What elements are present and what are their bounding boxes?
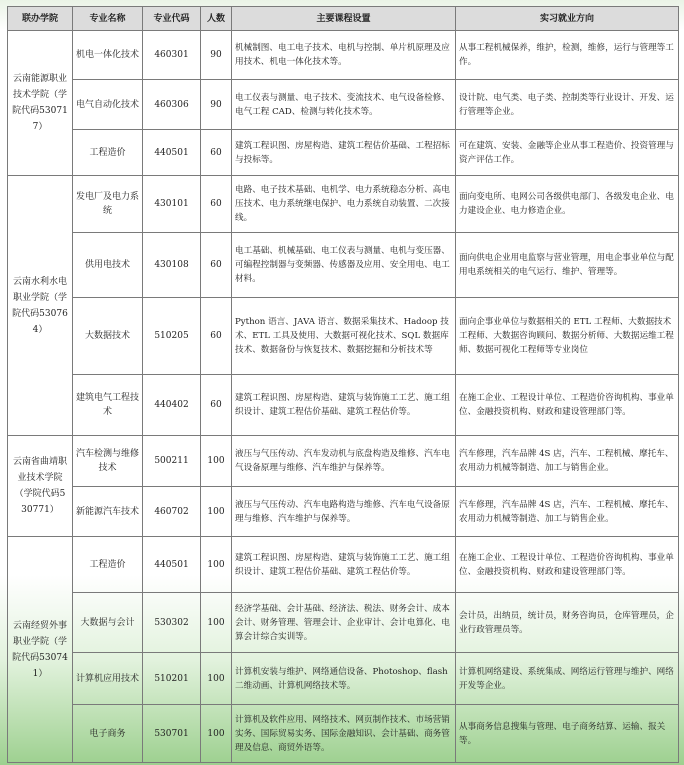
- header-code: 专业代码: [143, 7, 201, 31]
- count-cell: 90: [201, 80, 232, 130]
- jobs-cell: 在施工企业、工程设计单位、工程造价咨询机构、事业单位、金融投资机构、财政和建设管理部门等。: [456, 537, 679, 593]
- count-cell: 100: [201, 436, 232, 487]
- courses-cell: 液压与气压传动、汽车发动机与底盘构造及维修、汽车电气设备原理与维修、汽车维护与保养等。: [232, 436, 456, 487]
- major-cell: 工程造价: [73, 130, 143, 176]
- header-courses: 主要课程设置: [232, 7, 456, 31]
- courses-cell: 建筑工程识图、房屋构造、建筑与装饰施工工艺、施工组织设计、建筑工程估价基础、建筑工程估价等。: [232, 537, 456, 593]
- table-row: [8, 80, 679, 130]
- table-row: [8, 593, 679, 653]
- count-cell: 100: [201, 537, 232, 593]
- major-cell: 大数据技术: [73, 298, 143, 375]
- code-cell: 510205: [143, 298, 201, 375]
- major-cell: 电气自动化技术: [73, 80, 143, 130]
- jobs-cell: 面向变电所、电网公司各级供电部门、各级发电企业、电力建设企业、电力修造企业。: [456, 176, 679, 233]
- count-cell: 100: [201, 705, 232, 763]
- courses-cell: Python 语言、JAVA 语言、数据采集技术、Hadoop 技术、ETL 工具及使用、大数据可视化技术、SQL 数据库技术、数据备份与恢复技术、数据挖掘和分析技术等: [232, 298, 456, 375]
- jobs-cell: 可在建筑、安装、金融等企业从事工程造价、投资管理与资产评估工作。: [456, 130, 679, 176]
- code-cell: 510201: [143, 653, 201, 705]
- major-cell: 供用电技术: [73, 233, 143, 298]
- table-row: [8, 176, 679, 233]
- major-cell: 建筑电气工程技术: [73, 375, 143, 436]
- code-cell: 460306: [143, 80, 201, 130]
- code-cell: 430101: [143, 176, 201, 233]
- courses-cell: 电工仪表与测量、电子技术、变流技术、电气设备检修、电气工程 CAD、检测与转化技术等。: [232, 80, 456, 130]
- table-row: [8, 298, 679, 375]
- major-cell: 汽车检测与维修技术: [73, 436, 143, 487]
- major-cell: 工程造价: [73, 537, 143, 593]
- courses-cell: 经济学基础、会计基础、经济法、税法、财务会计、成本会计、财务管理、管理会计、企业审计、会计电算化、电算会计综合实训等。: [232, 593, 456, 653]
- jobs-cell: 面向企事业单位与数据相关的 ETL 工程师、大数据技术工程师、大数据咨询顾问、数据分析师、大数据运维工程师、数据可视化工程师等专业岗位: [456, 298, 679, 375]
- college-cell: 云南能源职业技术学院（学院代码530717）: [8, 31, 73, 176]
- header-college: 联办学院: [8, 7, 73, 31]
- count-cell: 100: [201, 653, 232, 705]
- table-row: [8, 537, 679, 593]
- table-row: [8, 233, 679, 298]
- college-cell: 云南经贸外事职业学院（学院代码530741）: [8, 537, 73, 763]
- count-cell: 60: [201, 176, 232, 233]
- jobs-cell: 汽车修理，汽车品牌 4S 店，汽车、工程机械、摩托车、农用动力机械等制造、加工与销售企业。: [456, 487, 679, 537]
- courses-cell: 电工基础、机械基础、电工仪表与测量、电机与变压器、可编程控制器与变频器、传感器及应用、安全用电、电工材料。: [232, 233, 456, 298]
- table-row: [8, 375, 679, 436]
- table-row: [8, 436, 679, 487]
- table-row: [8, 31, 679, 80]
- code-cell: 430108: [143, 233, 201, 298]
- jobs-cell: 从事工程机械保养，维护，检测，维修，运行与管理等工作。: [456, 31, 679, 80]
- table-row: [8, 705, 679, 763]
- header-count: 人数: [201, 7, 232, 31]
- count-cell: 60: [201, 298, 232, 375]
- jobs-cell: 面向供电企业用电监察与营业管理，用电企事业单位与配用电系统相关的电气运行、维护、管理等。: [456, 233, 679, 298]
- code-cell: 500211: [143, 436, 201, 487]
- count-cell: 90: [201, 31, 232, 80]
- courses-cell: 液压与气压传动、汽车电路构造与维修、汽车电气设备原理与维修、汽车维护与保养等。: [232, 487, 456, 537]
- header-major: 专业名称: [73, 7, 143, 31]
- code-cell: 530701: [143, 705, 201, 763]
- code-cell: 440402: [143, 375, 201, 436]
- courses-cell: 建筑工程识图、房屋构造、建筑与装饰施工工艺、施工组织设计、建筑工程估价基础、建筑工程估价等。: [232, 375, 456, 436]
- courses-cell: 建筑工程识图、房屋构造、建筑工程估价基础、工程招标与投标等。: [232, 130, 456, 176]
- major-cell: 大数据与会计: [73, 593, 143, 653]
- majors-table: [7, 6, 679, 763]
- major-cell: 机电一体化技术: [73, 31, 143, 80]
- major-cell: 新能源汽车技术: [73, 487, 143, 537]
- courses-cell: 计算机及软件应用、网络技术、网页制作技术、市场营销实务、国际贸易实务、国际金融知识、会计基础、商务管理及信息、商贸外语等。: [232, 705, 456, 763]
- jobs-cell: 设计院、电气类、电子类、控制类等行业设计、开发、运行管理等企业。: [456, 80, 679, 130]
- code-cell: 440501: [143, 537, 201, 593]
- count-cell: 60: [201, 130, 232, 176]
- jobs-cell: 汽车修理，汽车品牌 4S 店，汽车、工程机械、摩托车、农用动力机械等制造、加工与销售企业。: [456, 436, 679, 487]
- code-cell: 530302: [143, 593, 201, 653]
- college-cell: 云南省曲靖职业技术学院（学院代码530771）: [8, 436, 73, 537]
- college-cell: 云南水利水电职业学院（学院代码530764）: [8, 176, 73, 436]
- code-cell: 460702: [143, 487, 201, 537]
- jobs-cell: 从事商务信息搜集与管理、电子商务结算、运输、报关等。: [456, 705, 679, 763]
- major-cell: 电子商务: [73, 705, 143, 763]
- header-jobs: 实习就业方向: [456, 7, 679, 31]
- table-row: [8, 653, 679, 705]
- jobs-cell: 在施工企业、工程设计单位、工程造价咨询机构、事业单位、金融投资机构、财政和建设管理部门等。: [456, 375, 679, 436]
- code-cell: 460301: [143, 31, 201, 80]
- major-cell: 计算机应用技术: [73, 653, 143, 705]
- jobs-cell: 计算机网络建设、系统集成、网络运行管理与维护、网络开发等企业。: [456, 653, 679, 705]
- count-cell: 100: [201, 487, 232, 537]
- table-row: [8, 130, 679, 176]
- courses-cell: 电路、电子技术基础、电机学、电力系统稳态分析、高电压技术、电力系统继电保护、电力系统自动装置、二次接线。: [232, 176, 456, 233]
- count-cell: 100: [201, 593, 232, 653]
- courses-cell: 机械制图、电工电子技术、电机与控制、单片机原理及应用技术、机电一体化技术等。: [232, 31, 456, 80]
- courses-cell: 计算机安装与维护、网络通信设备、Photoshop、flash 二维动画、计算机网络技术等。: [232, 653, 456, 705]
- code-cell: 440501: [143, 130, 201, 176]
- table-row: [8, 487, 679, 537]
- header-row: [8, 7, 679, 31]
- count-cell: 60: [201, 233, 232, 298]
- major-cell: 发电厂及电力系统: [73, 176, 143, 233]
- count-cell: 60: [201, 375, 232, 436]
- jobs-cell: 会计员，出纳员，统计员，财务咨询员，仓库管理员，企业行政管理员等。: [456, 593, 679, 653]
